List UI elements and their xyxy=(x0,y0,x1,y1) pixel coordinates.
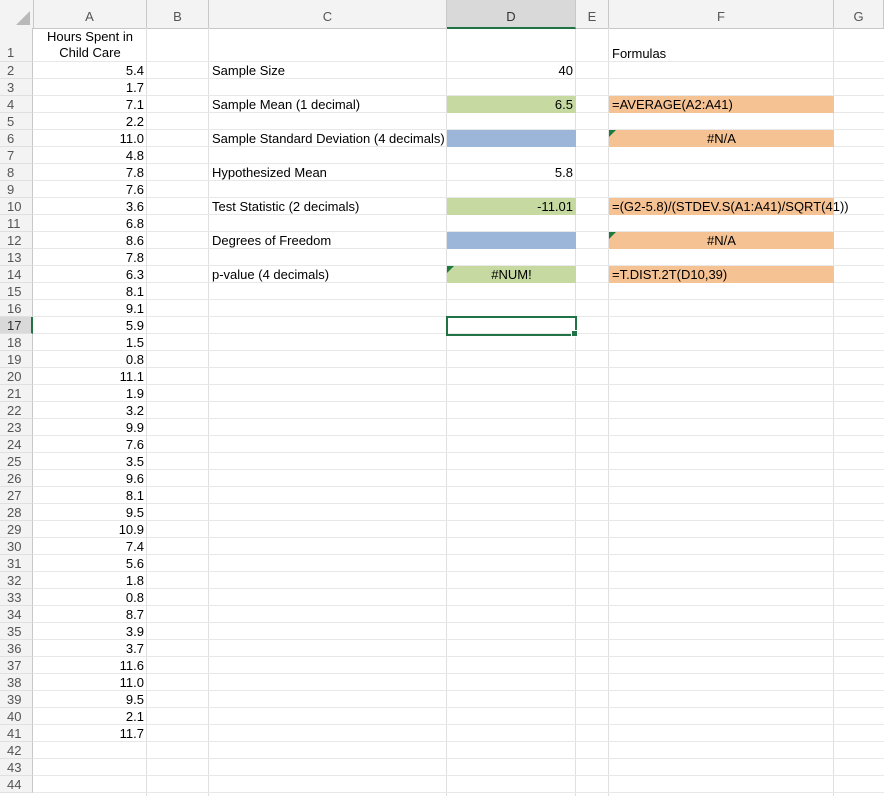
row-header-4[interactable]: 4 xyxy=(0,96,33,113)
cell-a30[interactable]: 7.4 xyxy=(125,539,144,554)
value-sample-size[interactable]: 40 xyxy=(558,63,573,78)
formula-p-value[interactable]: =T.DIST.2T(D10,39) xyxy=(609,266,834,283)
row-header-3[interactable]: 3 xyxy=(0,79,33,96)
gridline-horizontal xyxy=(33,571,884,572)
cell-a3[interactable]: 1.7 xyxy=(125,80,144,95)
cell-a25[interactable]: 3.5 xyxy=(125,454,144,469)
label-p-value[interactable]: p-value (4 decimals) xyxy=(212,267,330,282)
row-header-2[interactable]: 2 xyxy=(0,62,33,79)
value-degrees-of-freedom[interactable] xyxy=(447,232,576,249)
row-header-22[interactable]: 22 xyxy=(0,402,33,419)
gridline-horizontal xyxy=(33,435,884,436)
row-header-34[interactable]: 34 xyxy=(0,606,33,623)
value-test-statistic[interactable]: -11.01 xyxy=(447,198,576,215)
label-degrees-of-freedom[interactable]: Degrees of Freedom xyxy=(212,233,332,248)
cell-a16[interactable]: 9.1 xyxy=(125,301,144,316)
row-header-19[interactable]: 19 xyxy=(0,351,33,368)
gridline-horizontal xyxy=(33,690,884,691)
row-header-29[interactable]: 29 xyxy=(0,521,33,538)
row-header-24[interactable]: 24 xyxy=(0,436,33,453)
gridline-horizontal xyxy=(33,673,884,674)
error-flag-icon xyxy=(609,232,616,239)
row-header-27[interactable]: 27 xyxy=(0,487,33,504)
error-flag-icon xyxy=(447,266,454,273)
cell-a5[interactable]: 2.2 xyxy=(125,114,144,129)
row-header-17[interactable]: 17 xyxy=(0,317,33,334)
gridline-horizontal xyxy=(33,299,884,300)
row-header-40[interactable]: 40 xyxy=(0,708,33,725)
column-header-a[interactable]: A xyxy=(33,0,147,28)
cell-a32[interactable]: 1.8 xyxy=(125,573,144,588)
gridline-horizontal xyxy=(33,741,884,742)
row-header-8[interactable]: 8 xyxy=(0,164,33,181)
row-header-41[interactable]: 41 xyxy=(0,725,33,742)
row-header-10[interactable]: 10 xyxy=(0,198,33,215)
row-header-33[interactable]: 33 xyxy=(0,589,33,606)
row-header-9[interactable]: 9 xyxy=(0,181,33,198)
gridline-horizontal xyxy=(33,605,884,606)
row-header-15[interactable]: 15 xyxy=(0,283,33,300)
formula-test-statistic[interactable]: =(G2-5.8)/(STDEV.S(A1:A41)/SQRT(41)) xyxy=(609,198,834,215)
row-header-44[interactable]: 44 xyxy=(0,776,33,793)
gridline-horizontal xyxy=(33,588,884,589)
gridline-horizontal xyxy=(33,656,884,657)
cell-a9[interactable]: 7.6 xyxy=(125,182,144,197)
label-sample-mean[interactable]: Sample Mean (1 decimal) xyxy=(212,97,361,112)
cell-a6[interactable]: 11.0 xyxy=(119,131,144,146)
cell-a10[interactable]: 3.6 xyxy=(125,199,144,214)
row-header-28[interactable]: 28 xyxy=(0,504,33,521)
row-header-5[interactable]: 5 xyxy=(0,113,33,130)
label-sample-size[interactable]: Sample Size xyxy=(212,63,285,78)
cell-a33[interactable]: 0.8 xyxy=(125,590,144,605)
gridline-horizontal xyxy=(33,775,884,776)
row-header-13[interactable]: 13 xyxy=(0,249,33,266)
gridline-horizontal xyxy=(33,707,884,708)
cell-a14[interactable]: 6.3 xyxy=(125,267,144,282)
cell-a27[interactable]: 8.1 xyxy=(125,488,144,503)
formula-dof-cell[interactable] xyxy=(609,232,834,249)
gridline-horizontal xyxy=(33,554,884,555)
column-header-g[interactable]: G xyxy=(834,0,884,28)
cell-a20[interactable]: 11.1 xyxy=(119,369,144,384)
row-header-43[interactable]: 43 xyxy=(0,759,33,776)
cell-a7[interactable]: 4.8 xyxy=(125,148,144,163)
row-header-23[interactable]: 23 xyxy=(0,419,33,436)
fill-handle[interactable] xyxy=(571,330,578,337)
label-test-statistic[interactable]: Test Statistic (2 decimals) xyxy=(212,199,360,214)
column-header-d[interactable]: D xyxy=(447,0,576,29)
cell-a23[interactable]: 9.9 xyxy=(125,420,144,435)
row-header-20[interactable]: 20 xyxy=(0,368,33,385)
value-p-value-cell[interactable] xyxy=(447,266,576,283)
value-sample-mean[interactable]: 6.5 xyxy=(447,96,576,113)
cell-a31[interactable]: 5.6 xyxy=(125,556,144,571)
cell-a8[interactable]: 7.8 xyxy=(125,165,144,180)
row-header-38[interactable]: 38 xyxy=(0,674,33,691)
cell-a18[interactable]: 1.5 xyxy=(125,335,144,350)
cell-a35[interactable]: 3.9 xyxy=(125,624,144,639)
gridline-horizontal xyxy=(33,367,884,368)
row-header-32[interactable]: 32 xyxy=(0,572,33,589)
label-hypothesized-mean[interactable]: Hypothesized Mean xyxy=(212,165,327,180)
gridline-horizontal xyxy=(33,792,884,793)
cell-a15[interactable]: 8.1 xyxy=(125,284,144,299)
row-header-37[interactable]: 37 xyxy=(0,657,33,674)
column-header-f[interactable]: F xyxy=(609,0,834,28)
gridline-horizontal xyxy=(33,418,884,419)
cell-a40[interactable]: 2.1 xyxy=(125,709,144,724)
cell-a17[interactable]: 5.9 xyxy=(125,318,144,333)
formula-dof: #N/A xyxy=(707,233,736,248)
cell-a34[interactable]: 8.7 xyxy=(125,607,144,622)
row-header-11[interactable]: 11 xyxy=(0,215,33,232)
formula-sd-cell[interactable] xyxy=(609,130,834,147)
cell-a13[interactable]: 7.8 xyxy=(125,250,144,265)
formulas-header[interactable]: Formulas xyxy=(612,46,667,61)
select-all-triangle-icon xyxy=(16,11,30,25)
row-header-31[interactable]: 31 xyxy=(0,555,33,572)
value-hypothesized-mean[interactable]: 5.8 xyxy=(554,165,573,180)
row-header-7[interactable]: 7 xyxy=(0,147,33,164)
active-cell-selection[interactable] xyxy=(446,316,577,336)
cell-a21[interactable]: 1.9 xyxy=(125,386,144,401)
row-header-21[interactable]: 21 xyxy=(0,385,33,402)
cell-a19[interactable]: 0.8 xyxy=(125,352,144,367)
row-header-25[interactable]: 25 xyxy=(0,453,33,470)
row-header-1[interactable]: 1 xyxy=(0,28,33,62)
column-header-e[interactable]: E xyxy=(576,0,609,28)
gridline-horizontal xyxy=(33,469,884,470)
formula-sd: #N/A xyxy=(707,131,736,146)
value-sample-sd[interactable] xyxy=(447,130,576,147)
cell-a22[interactable]: 3.2 xyxy=(125,403,144,418)
cell-a2[interactable]: 5.4 xyxy=(125,63,144,78)
row-header-14[interactable]: 14 xyxy=(0,266,33,283)
gridline-horizontal xyxy=(33,639,884,640)
cell-a4[interactable]: 7.1 xyxy=(125,97,144,112)
gridline-horizontal xyxy=(33,503,884,504)
cell-a39[interactable]: 9.5 xyxy=(125,692,144,707)
row-header-35[interactable]: 35 xyxy=(0,623,33,640)
row-header-12[interactable]: 12 xyxy=(0,232,33,249)
row-header-6[interactable]: 6 xyxy=(0,130,33,147)
error-flag-icon xyxy=(609,130,616,137)
cell-a36[interactable]: 3.7 xyxy=(125,641,144,656)
select-all-corner[interactable] xyxy=(0,0,34,28)
column-header-b[interactable]: B xyxy=(147,0,209,28)
cell-a37[interactable]: 11.6 xyxy=(119,658,144,673)
gridline-horizontal xyxy=(33,724,884,725)
gridline-horizontal xyxy=(33,622,884,623)
cell-a11[interactable]: 6.8 xyxy=(125,216,144,231)
row-header-30[interactable]: 30 xyxy=(0,538,33,555)
row-header-36[interactable]: 36 xyxy=(0,640,33,657)
cell-a41[interactable]: 11.7 xyxy=(119,726,144,741)
gridline-horizontal xyxy=(33,350,884,351)
cell-a24[interactable]: 7.6 xyxy=(125,437,144,452)
value-p-value: #NUM! xyxy=(491,267,532,282)
gridline-horizontal xyxy=(33,537,884,538)
cell-a26[interactable]: 9.6 xyxy=(125,471,144,486)
gridline-horizontal xyxy=(33,401,884,402)
cell-a29[interactable]: 10.9 xyxy=(118,522,144,537)
label-sample-sd[interactable]: Sample Standard Deviation (4 decimals) xyxy=(212,131,445,146)
gridline-horizontal xyxy=(33,452,884,453)
row-header-39[interactable]: 39 xyxy=(0,691,33,708)
cell-a28[interactable]: 9.5 xyxy=(125,505,144,520)
cell-a12[interactable]: 8.6 xyxy=(125,233,144,248)
column-header-c[interactable]: C xyxy=(209,0,447,28)
cell-a38[interactable]: 11.0 xyxy=(119,675,144,690)
gridline-horizontal xyxy=(33,384,884,385)
row-header-18[interactable]: 18 xyxy=(0,334,33,351)
gridline-horizontal xyxy=(33,486,884,487)
row-header-42[interactable]: 42 xyxy=(0,742,33,759)
cell-a1-header[interactable]: Hours Spent in Child Care xyxy=(47,29,133,60)
formula-mean[interactable]: =AVERAGE(A2:A41) xyxy=(609,96,834,113)
gridline-horizontal xyxy=(33,520,884,521)
row-header-26[interactable]: 26 xyxy=(0,470,33,487)
gridline-horizontal xyxy=(33,758,884,759)
row-header-16[interactable]: 16 xyxy=(0,300,33,317)
